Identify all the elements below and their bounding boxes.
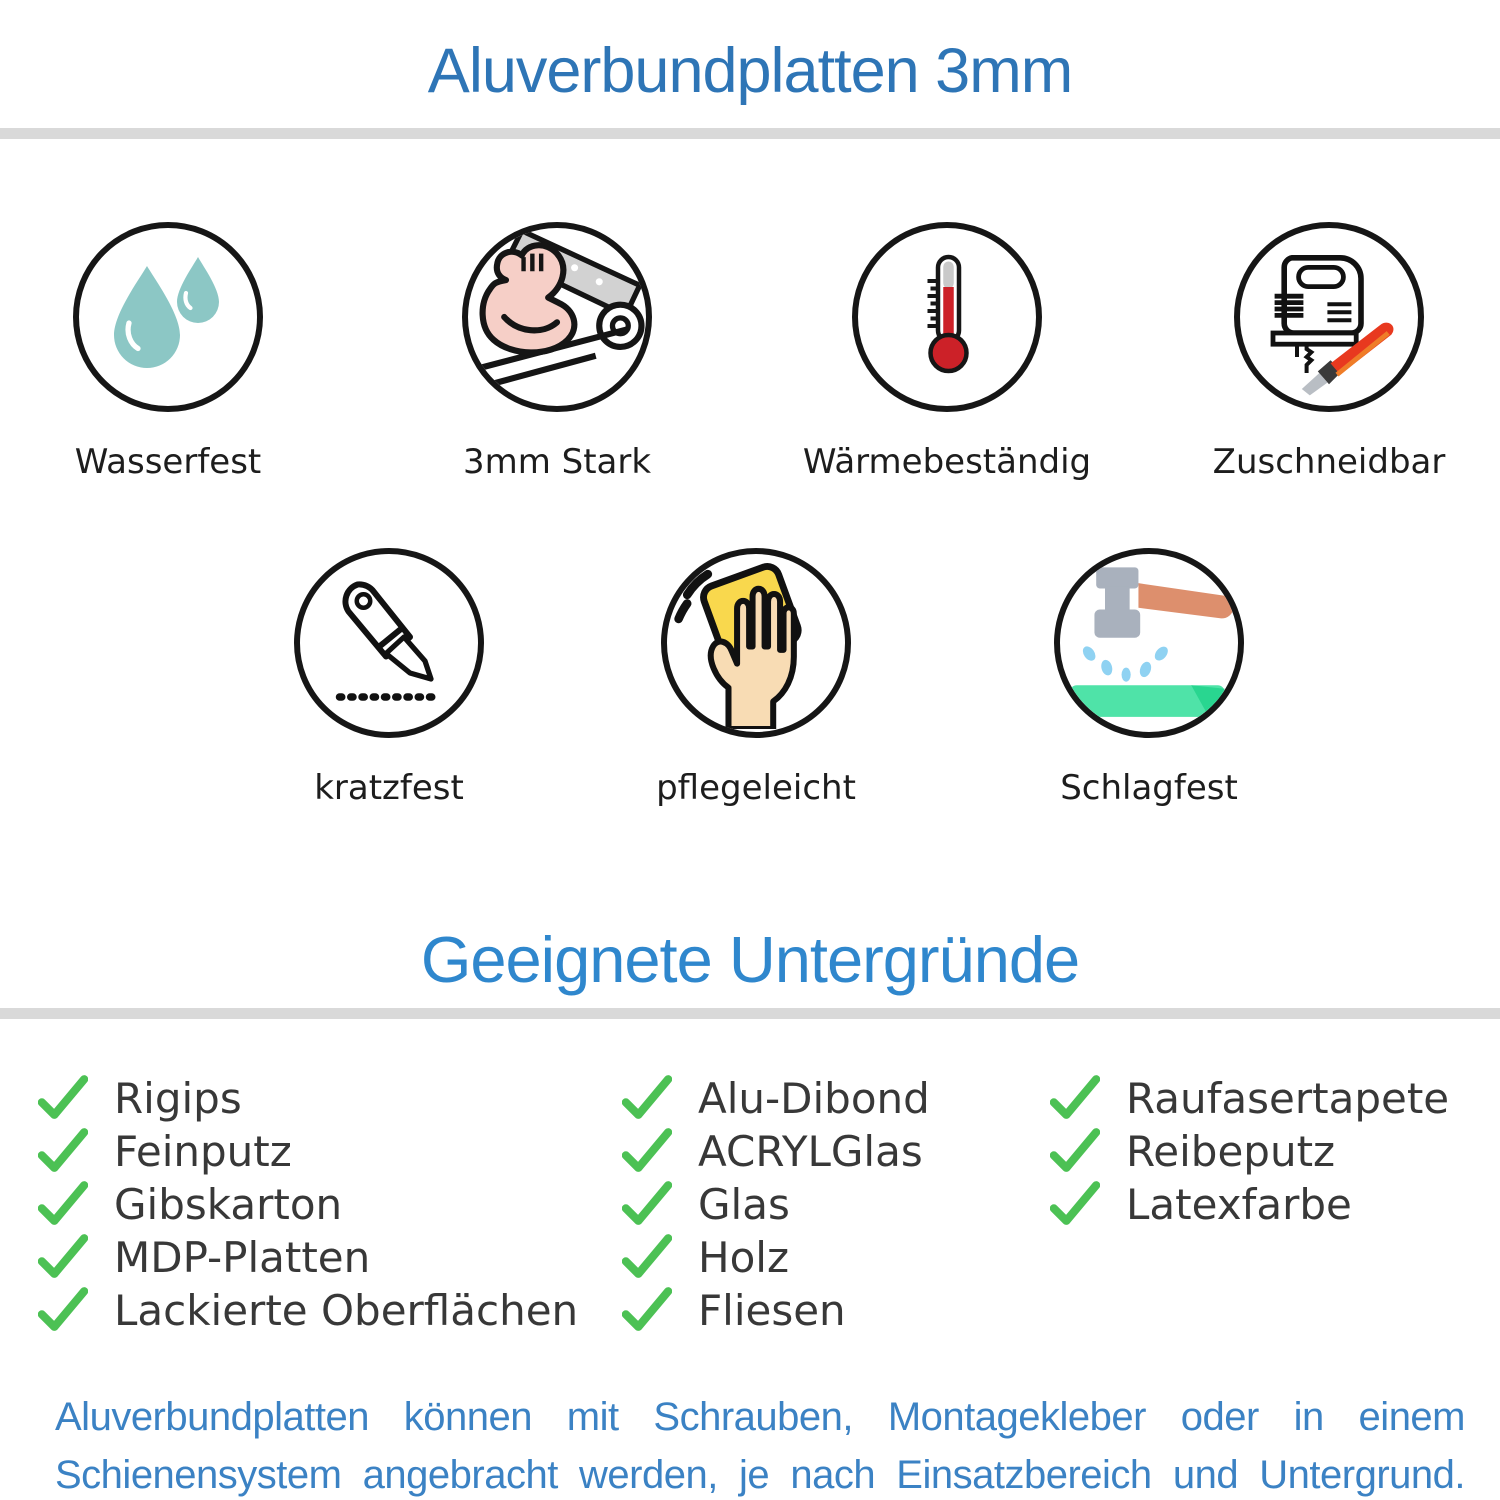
list-item — [622, 1072, 930, 1125]
substrate-label: Alu-Dibond — [698, 1074, 930, 1123]
feature-circle — [852, 222, 1042, 412]
check-icon — [38, 1075, 88, 1122]
check-icon — [622, 1075, 672, 1122]
feature-circle — [462, 222, 652, 412]
check-icon — [38, 1181, 88, 1228]
check-icon — [622, 1287, 672, 1334]
feature-label: Wärmebeständig — [802, 442, 1092, 482]
list-item — [38, 1125, 578, 1178]
feature-circle — [661, 548, 851, 738]
feature-label: kratzfest — [314, 768, 464, 808]
substrate-label: Reibeputz — [1126, 1127, 1336, 1176]
list-item — [38, 1178, 578, 1231]
substrate-label: Lackierte Oberflächen — [114, 1286, 579, 1335]
substrate-label: Holz — [698, 1233, 789, 1282]
list-item — [622, 1284, 930, 1337]
list-item — [622, 1231, 930, 1284]
feature-label: Wasserfest — [74, 442, 262, 482]
list-item — [1050, 1178, 1449, 1231]
cleaning-hand-icon — [670, 557, 842, 729]
muscle-arm-icon — [469, 229, 645, 405]
utility-knife-icon — [314, 568, 464, 718]
check-icon — [622, 1128, 672, 1175]
substrate-label: Glas — [698, 1180, 790, 1229]
substrate-label: ACRYLGlas — [698, 1127, 923, 1176]
substrate-column-2 — [622, 1072, 930, 1337]
feature-3mm-stark — [387, 222, 727, 482]
divider-bar — [0, 128, 1500, 139]
substrate-label: MDP-Platten — [114, 1233, 371, 1282]
hammer-impact-icon — [1061, 555, 1237, 731]
check-icon — [38, 1128, 88, 1175]
list-item — [1050, 1125, 1449, 1178]
list-item — [38, 1284, 578, 1337]
feature-wasserfest — [0, 222, 338, 482]
feature-circle — [73, 222, 263, 412]
mounting-note-line: Aluverbundplatten können mit Schrauben, Montagekleber oder in einem — [55, 1395, 1465, 1439]
check-icon — [38, 1234, 88, 1281]
substrate-label: Feinputz — [114, 1127, 292, 1176]
feature-label: pflegeleicht — [656, 768, 856, 808]
substrate-label: Latexfarbe — [1126, 1180, 1352, 1229]
mounting-note — [55, 1388, 1465, 1500]
feature-pflegeleicht — [586, 548, 926, 808]
substrate-column-1 — [38, 1072, 578, 1337]
feature-label: Zuschneidbar — [1212, 442, 1446, 482]
list-item — [38, 1072, 578, 1125]
divider-bar — [0, 1008, 1500, 1019]
list-item — [622, 1178, 930, 1231]
list-item — [622, 1125, 930, 1178]
feature-schlagfest — [979, 548, 1319, 808]
feature-circle — [294, 548, 484, 738]
feature-waermebestaendig — [777, 222, 1117, 482]
substrate-column-3 — [1050, 1072, 1449, 1231]
feature-zuschneidbar — [1159, 222, 1499, 482]
list-item — [1050, 1072, 1449, 1125]
page-title: Aluverbundplatten 3mm — [427, 36, 1073, 106]
feature-label: 3mm Stark — [462, 442, 652, 482]
substrate-label: Gibskarton — [114, 1180, 343, 1229]
check-icon — [622, 1234, 672, 1281]
check-icon — [38, 1287, 88, 1334]
list-item — [38, 1231, 578, 1284]
jigsaw-cutter-icon — [1249, 237, 1409, 397]
feature-kratzfest — [219, 548, 559, 808]
feature-circle — [1234, 222, 1424, 412]
check-icon — [1050, 1128, 1100, 1175]
feature-label: Schlagfest — [1060, 768, 1238, 808]
substrate-label: Raufasertapete — [1126, 1074, 1450, 1123]
section-title-untergruende: Geeignete Untergründe — [420, 923, 1080, 996]
feature-circle — [1054, 548, 1244, 738]
check-icon — [1050, 1075, 1100, 1122]
check-icon — [1050, 1181, 1100, 1228]
substrate-label: Fliesen — [698, 1286, 846, 1335]
substrate-label: Rigips — [114, 1074, 242, 1123]
thermometer-icon — [872, 242, 1022, 392]
check-icon — [622, 1181, 672, 1228]
water-drops-icon — [93, 242, 243, 392]
mounting-note-line: Schienensystem angebracht werden, je nach Einsatzbereich und Untergrund. — [55, 1453, 1465, 1497]
